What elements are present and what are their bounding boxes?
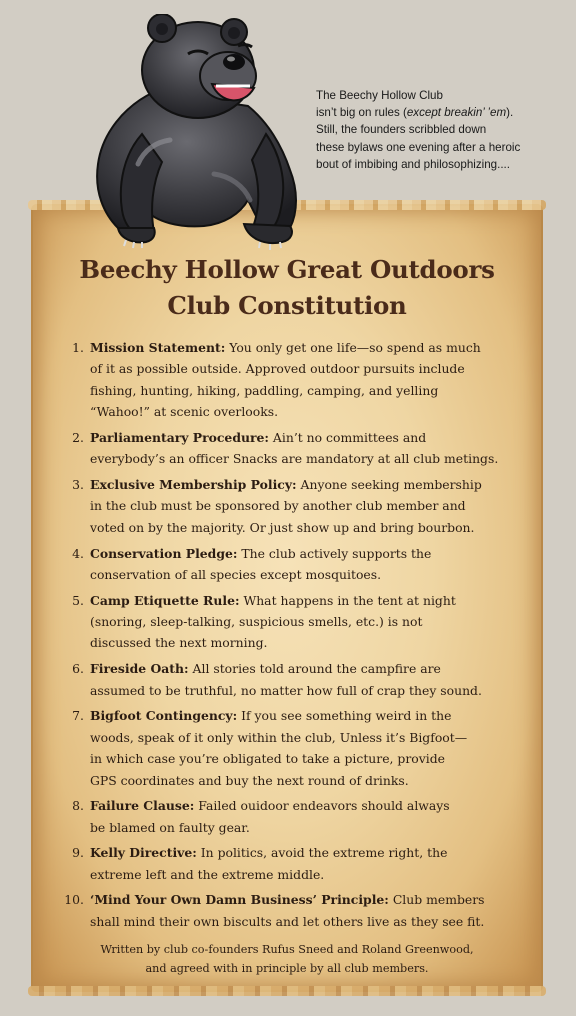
- rule-number: 6.: [72, 661, 84, 677]
- rule-item: [60, 543, 536, 586]
- rule-line: fishing, hunting, hiking, paddling, camping, and yelling: [90, 382, 439, 398]
- rule-heading: Mission Statement:: [90, 340, 226, 355]
- rule-item: [60, 590, 536, 654]
- rule-body-text: The club actively supports the: [237, 545, 432, 561]
- rule-item: [60, 474, 536, 538]
- rule-item: [60, 842, 536, 885]
- rule-line: be blamed on faulty gear.: [90, 819, 250, 835]
- intro-line-1: The Beechy Hollow Club: [316, 89, 443, 102]
- rule-text: [90, 705, 536, 791]
- rule-line: (snoring, sleep-talking, suspicious smells, etc.) is not: [90, 614, 423, 630]
- rule-line: [90, 889, 536, 910]
- rule-text: [90, 474, 536, 538]
- rule-body-text: Anyone seeking membership: [296, 477, 482, 493]
- rule-heading: ‘Mind Your Own Damn Business’ Principle:: [90, 892, 389, 908]
- rule-number: 10.: [64, 892, 84, 908]
- rule-item: [60, 795, 536, 838]
- rule-line: [90, 474, 536, 495]
- rule-number: 9.: [72, 845, 84, 861]
- rule-line: [90, 842, 536, 863]
- rule-body-text: If you see something weird in the: [237, 708, 452, 724]
- signature-footer: [31, 940, 543, 978]
- intro-line-2a: isn’t big on rules (: [316, 106, 407, 120]
- rule-number: 4.: [72, 545, 84, 561]
- intro-line-3: Still, the founders scribbled down: [316, 123, 487, 137]
- rule-body-text: What happens in the tent at night: [239, 592, 456, 608]
- footer-line-2: and agreed with in principle by all club members.: [145, 962, 429, 975]
- rule-heading: Fireside Oath:: [90, 661, 189, 677]
- rule-item: [52, 889, 536, 932]
- rule-text: [90, 842, 536, 885]
- rule-text: [90, 337, 536, 423]
- rule-line: shall mind their own biscults and let others live as they see fit.: [90, 913, 485, 929]
- rule-body-text: All stories told around the campfire are: [188, 661, 441, 677]
- intro-line-2: [316, 104, 548, 121]
- page-title: [31, 252, 543, 324]
- rule-line: [90, 590, 536, 611]
- rule-line: in the club must be sponsored by another club member and: [90, 498, 466, 514]
- rule-line: assumed to be truthful, no matter how full of crap they sound.: [90, 682, 482, 698]
- rule-text: [90, 658, 536, 701]
- rule-heading: Camp Etiquette Rule:: [90, 592, 240, 608]
- rule-line: [90, 795, 536, 816]
- rule-heading: Conservation Pledge:: [90, 545, 238, 561]
- rule-heading: Parliamentary Procedure:: [90, 429, 269, 445]
- rule-line: “Wahoo!” at scenic overlooks.: [90, 404, 279, 420]
- rule-line: [90, 705, 536, 726]
- footer-line-1: Written by club co-founders Rufus Sneed and Roland Greenwood,: [100, 943, 474, 956]
- rule-line: conservation of all species except mosquitoes.: [90, 566, 382, 582]
- rule-line: extreme left and the extreme middle.: [90, 866, 325, 882]
- rule-line: discussed the next morning.: [90, 635, 268, 651]
- rule-line: everybody’s an officer Snacks are mandatory at all club metings.: [90, 451, 499, 467]
- rule-number: 2.: [72, 429, 84, 445]
- rule-text: [90, 427, 536, 470]
- rule-line: [90, 427, 536, 448]
- intro-line-4: these bylaws one evening after a heroic: [316, 140, 521, 154]
- rule-heading: Exclusive Membership Policy:: [90, 477, 297, 493]
- rule-body-text: Failed ouidoor endeavors should always: [194, 798, 450, 814]
- rule-line: in which case you’re obligated to take a picture, provide: [90, 751, 445, 767]
- rule-text: [90, 590, 536, 654]
- rule-text: [90, 543, 536, 586]
- rule-text: [90, 795, 536, 838]
- rule-item: [60, 705, 536, 791]
- rule-line: [90, 543, 536, 564]
- rule-number: 3.: [72, 477, 84, 493]
- rule-line: woods, speak of it only within the club, Unless it’s Bigfoot—: [90, 729, 468, 745]
- intro-line-2c: ).: [506, 106, 514, 120]
- rule-line: [90, 337, 536, 358]
- rule-line: GPS coordinates and buy the next round of drinks.: [90, 772, 409, 788]
- rule-body-text: In politics, avoid the extreme right, the: [196, 845, 448, 861]
- rule-line: voted on by the majority. Or just show up and bring bourbon.: [90, 519, 475, 535]
- rule-item: [60, 427, 536, 470]
- rule-number: 5.: [72, 592, 84, 608]
- rule-line: [90, 658, 536, 679]
- rule-item: [60, 337, 536, 423]
- title-line-1: Beechy Hollow Great Outdoors: [79, 255, 495, 284]
- intro-line-5: bout of imbibing and philosophizing....: [316, 157, 511, 171]
- rule-number: 8.: [72, 798, 84, 814]
- intro-line-2-italic: except breakin’ ’em: [406, 106, 507, 120]
- rule-number: 7.: [72, 708, 84, 724]
- rule-heading: Bigfoot Contingency:: [90, 708, 238, 724]
- rule-body-text: Club members: [388, 892, 485, 908]
- rule-text: [90, 889, 536, 932]
- title-line-2: Club Constitution: [167, 291, 407, 320]
- intro-caption: [316, 87, 548, 173]
- rule-line: of it as possible outside. Approved outdoor pursuits include: [90, 361, 465, 377]
- rule-body-text: Ain’t no committees and: [268, 429, 427, 445]
- bear-mascot-illustration: [84, 14, 316, 250]
- constitution-rules: [60, 337, 536, 937]
- rule-heading: Kelly Directive:: [90, 845, 197, 861]
- rule-item: [60, 658, 536, 701]
- rule-body-text: You only get one life—so spend as much: [225, 340, 481, 355]
- rule-heading: Failure Clause:: [90, 798, 195, 814]
- rule-number: 1.: [72, 340, 84, 355]
